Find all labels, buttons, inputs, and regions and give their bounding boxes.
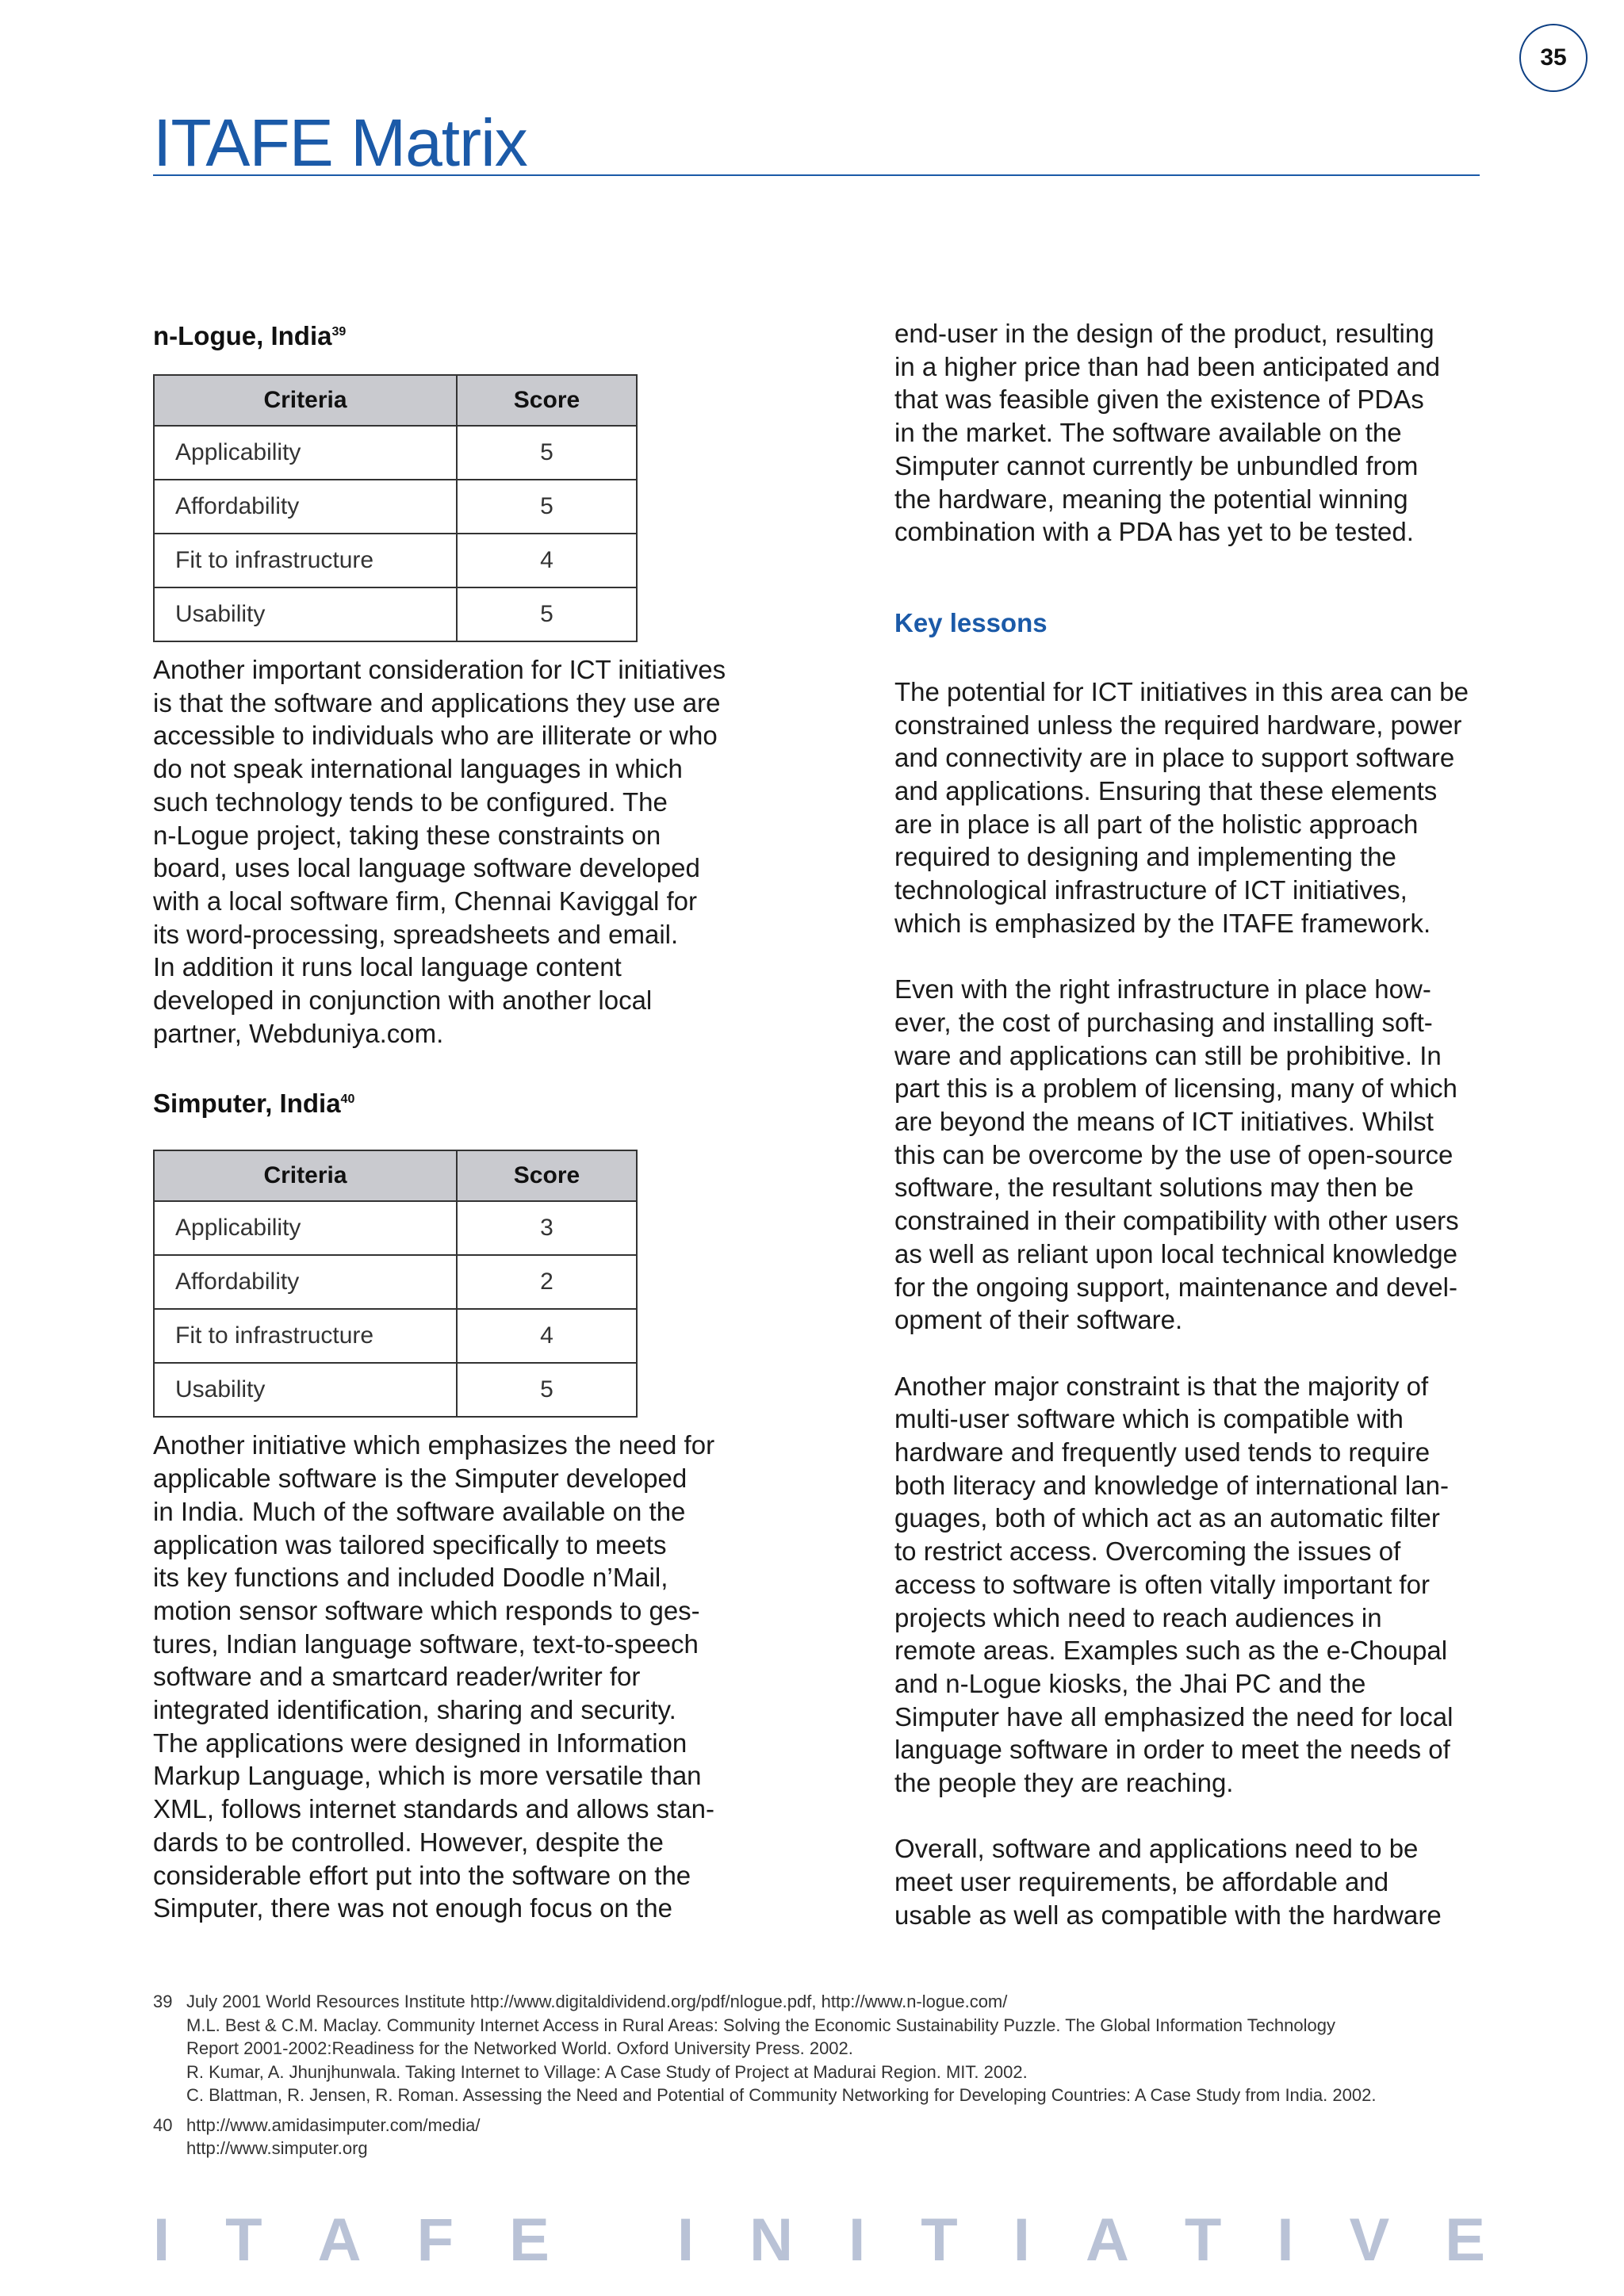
key-lessons-paragraph-2: Even with the right infrastructure in place how- ever, the cost of purchasing and installing soft- ware and applications can still be prohibitive. In part this is a problem of licensing, many of which are beyond the means of ICT initiatives. Whilst this can be overcome by the use of open-source software, the resultant solutions may then be constrained in their compatibility with other users as well as reliant upon local technical knowledge for the ongoing support, maintenance and devel- opment of their software. [894,974,1459,1335]
banner-letter: I [1277,2206,1294,2274]
criteria-cell: Fit to infrastructure [154,534,457,587]
simputer-body-continued: end-user in the design of the product, resulting in a higher price than had been anticipated and that was feasible given the existence of PDAs in the market. The software available on the Simputer cannot currently be unbundled from the hardware, meaning the potential winning combination with a PDA has yet to be tested. [894,319,1441,547]
table-row [154,1309,637,1363]
banner-letter: T [1184,2206,1222,2274]
nlogue-score-table [153,374,638,642]
title-rule [153,174,1480,176]
table-header-row [154,375,637,426]
criteria-cell: Applicability [154,1201,457,1255]
key-lessons-paragraph-1: The potential for ICT initiatives in this area can be constrained unless the required hardware, power and connectivity are in place to support software and applications. Ensuring that these elements are in place is all part of the holistic approach required to designing and implementing the technological infrastructure of ICT initiatives, which is emphasized by the ITAFE framework. [894,676,1469,938]
nlogue-body: Another important consideration for ICT initiatives is that the software and applications they use are accessible to individuals who are illiterate or who do not speak international languages in which such technology tends to be configured. The n-Logue project, taking these constraints on board, uses local language software developed with a local software firm, Chennai Kaviggal for its word-processing, spreadsheets and email. In addition it runs local language content developed in conjunction with another local partner, Webduniya.com. [153,655,726,1048]
simputer-heading [153,1085,756,1123]
banner-letter [605,2210,622,2271]
footnote-text [186,2114,480,2160]
criteria-cell: Affordability [154,480,457,534]
score-cell: 5 [457,587,637,641]
footnote-line: http://www.amidasimputer.com/media/ [186,2114,481,2135]
banner-letter: I [153,2206,170,2274]
footnote-text [186,1990,1376,2107]
banner-letter: E [1445,2206,1485,2274]
banner-letter: T [225,2206,262,2274]
page-title: ITAFE Matrix [153,105,527,180]
table-row [154,480,637,534]
key-lessons-heading: Key lessons [894,607,1048,637]
itafe-initiative-banner [153,2206,1485,2274]
score-cell: 5 [457,426,637,480]
right-column [894,317,1497,1932]
nlogue-heading-text: n-Logue, India [153,321,332,350]
nlogue-footnote-ref: 39 [331,325,347,339]
criteria-header: Criteria [154,375,457,426]
criteria-cell: Fit to infrastructure [154,1309,457,1363]
table-header-row [154,1150,637,1201]
footnote-40 [153,2114,1501,2160]
footnotes [153,1990,1501,2167]
banner-letter: I [1013,2206,1030,2274]
footnote-line: http://www.simputer.org [186,2138,368,2158]
left-column [153,317,756,1925]
banner-letter: T [921,2206,958,2274]
banner-letter: V [1349,2206,1390,2274]
criteria-cell: Usability [154,587,457,641]
footnote-line: July 2001 World Resources Institute http://www.digitaldividend.org/pdf/nlogue.pdf, http://www.n-logue.com/ [186,1992,1008,2011]
banner-letter: I [848,2206,866,2274]
banner-letter: E [509,2206,550,2274]
banner-letter: A [317,2206,362,2274]
score-cell: 2 [457,1255,637,1309]
table-row [154,587,637,641]
score-cell: 3 [457,1201,637,1255]
page-number: 35 [1519,24,1588,92]
score-cell: 5 [457,1363,637,1417]
score-header: Score [457,1150,637,1201]
footnote-number: 40 [153,2114,173,2135]
table-row [154,534,637,587]
table-row [154,426,637,480]
footnote-line: Report 2001-2002:Readiness for the Networked World. Oxford University Press. 2002. [186,2038,853,2058]
footnote-line: M.L. Best & C.M. Maclay. Community Internet Access in Rural Areas: Solving the Economic Sustainability Puzzle. The Global Information Technology [186,2015,1335,2035]
banner-letter: I [677,2206,695,2274]
footnote-39 [153,1990,1501,2107]
banner-letter: A [1085,2206,1129,2274]
footnote-number: 39 [153,1992,173,2011]
table-row [154,1255,637,1309]
table-row [154,1363,637,1417]
simputer-body: Another initiative which emphasizes the need for applicable software is the Simputer developed in India. Much of the software available on the application was tailored specifically to meets its key functions and included Doodle n’Mail, motion sensor software which responds to ges- tures, Indian language software, text-to-speech software and a smartcard reader/writer for integrated identification, sharing and security. The applications were designed in Information Markup Language, which is more versatile than XML, follows internet standards and allows stan- dards to be controlled. However, despite the considerable effort put into the software on the Simputer, there was not enough focus on the [153,1430,715,1923]
score-cell: 4 [457,534,637,587]
criteria-cell: Affordability [154,1255,457,1309]
table-row [154,1201,637,1255]
footnote-line: C. Blattman, R. Jensen, R. Roman. Assessing the Need and Potential of Community Networking for Developing Countries: A Case Study from India. 2002. [186,2085,1377,2105]
simputer-footnote-ref: 40 [340,1093,355,1107]
simputer-heading-text: Simputer, India [153,1089,341,1119]
criteria-cell: Usability [154,1363,457,1417]
criteria-cell: Applicability [154,426,457,480]
key-lessons-paragraph-3: Another major constraint is that the majority of multi-user software which is compatible with hardware and frequently used tends to require both literacy and knowledge of international lan- guages, both of which act as an automatic filter to restrict access. Overcoming the issues of access to software is often vitally important for projects which need to reach audiences in remote areas. Examples such as the e-Choupal and n-Logue kiosks, the Jhai PC and the Simputer have all emphasized the need for local language software in order to meet the needs of the people they are reaching. [894,1371,1454,1798]
criteria-header: Criteria [154,1150,457,1201]
score-cell: 5 [457,480,637,534]
banner-letter: F [416,2206,454,2274]
nlogue-heading [153,317,756,355]
score-cell: 4 [457,1309,637,1363]
banner-letter: N [749,2206,794,2274]
footnote-line: R. Kumar, A. Jhunjhunwala. Taking Internet to Village: A Case Study of Project at Madurai Region. MIT. 2002. [186,2061,1028,2082]
key-lessons-paragraph-4: Overall, software and applications need to be meet user requirements, be affordable and usable as well as compatible with the hardware [894,1834,1442,1930]
simputer-score-table [153,1150,638,1418]
score-header: Score [457,375,637,426]
